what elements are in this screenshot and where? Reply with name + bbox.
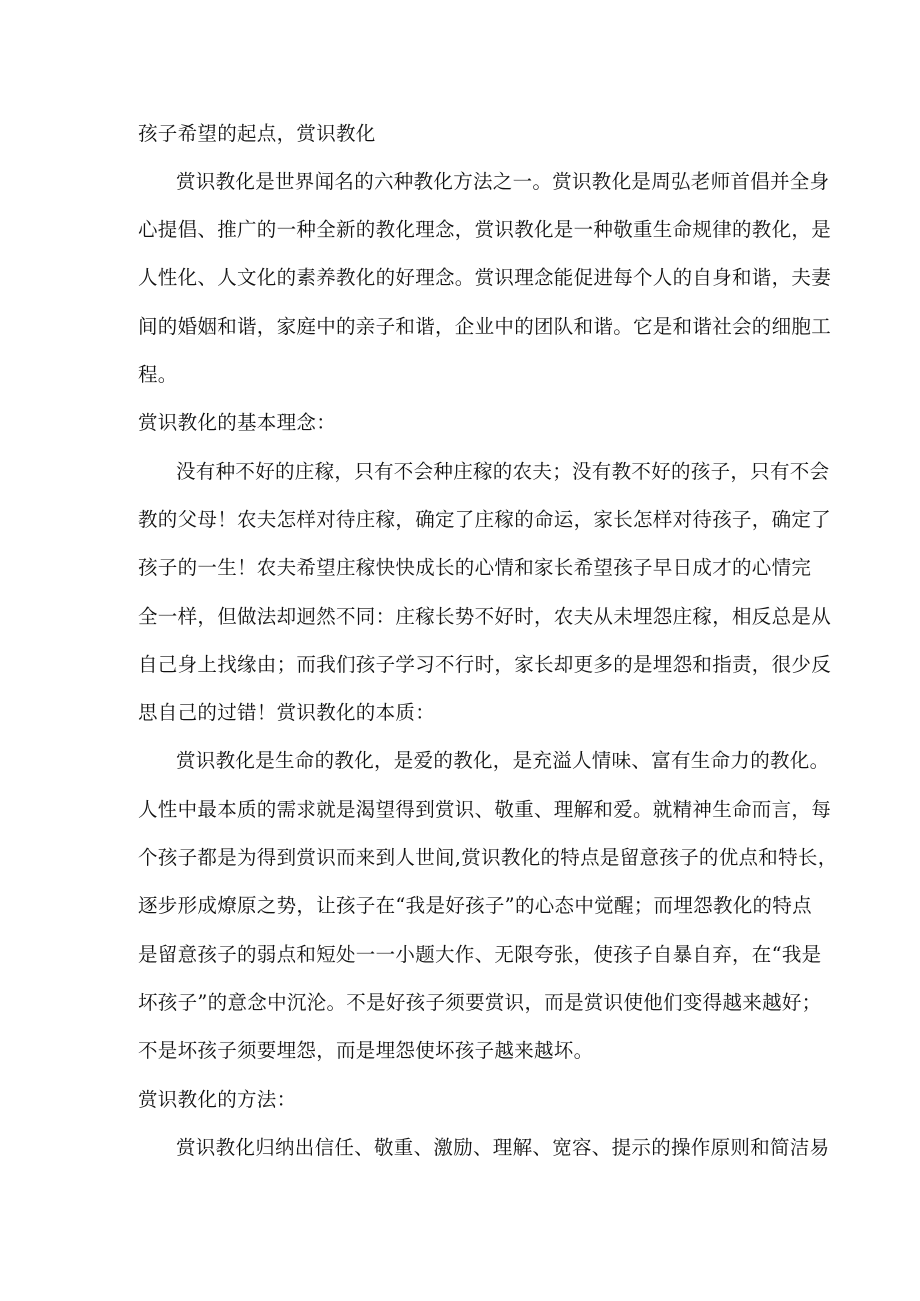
paragraph-line: 赏识教化是世界闻名的六种教化方法之一。赏识教化是周弘老师首倡并全身	[176, 170, 830, 193]
paragraph-line: 人性中最本质的需求就是渴望得到赏识、敬重、理解和爱。就精神生命而言，每	[138, 798, 832, 821]
section-heading: 赏识教化的方法：	[138, 1088, 297, 1111]
paragraph-line: 心提倡、推广的一种全新的教化理念，赏识教化是一种敬重生命规律的教化，是	[138, 218, 832, 241]
paragraph-line: 自己身上找缘由；而我们孩子学习不行时，家长却更多的是埋怨和指责，很少反	[138, 653, 832, 676]
paragraph-line: 赏识教化是生命的教化，是爱的教化，是充溢人情味、富有生命力的教化。	[176, 749, 830, 772]
paragraph-line: 思自己的过错！赏识教化的本质：	[138, 701, 436, 724]
paragraph-line: 全一样，但做法却迥然不同：庄稼长势不好时，农夫从未埋怨庄稼，相反总是从	[138, 605, 832, 628]
paragraph-line: 教的父母！农夫怎样对待庄稼，确定了庄稼的命运，家长怎样对待孩子，确定了	[138, 508, 832, 531]
paragraph-line: 个孩子都是为得到赏识而来到人世间,赏识教化的特点是留意孩子的优点和特长，	[138, 846, 838, 869]
paragraph-line: 是留意孩子的弱点和短处一一小题大作、无限夸张，使孩子自暴自弃，在“我是	[138, 943, 822, 966]
paragraph-line: 人性化、人文化的素养教化的好理念。赏识理念能促进每个人的自身和谐，夫妻	[138, 266, 832, 289]
paragraph-line: 不是坏孩子须要埋怨，而是埋怨使坏孩子越来越坏。	[138, 1039, 594, 1062]
paragraph-line: 赏识教化归纳出信任、敬重、激励、理解、宽容、提示的操作原则和简洁易	[176, 1136, 830, 1159]
document-title: 孩子希望的起点，赏识教化	[138, 122, 376, 145]
paragraph-line: 逐步形成燎原之势，让孩子在“我是好孩子”的心态中觉醒；而埋怨教化的特点	[138, 894, 812, 917]
paragraph-line: 间的婚姻和谐，家庭中的亲子和谐，企业中的团队和谐。它是和谐社会的细胞工	[138, 315, 832, 338]
paragraph-line: 坏孩子”的意念中沉沦。不是好孩子须要赏识，而是赏识使他们变得越来越好；	[138, 991, 822, 1014]
paragraph-line: 孩子的一生！农夫希望庄稼快快成长的心情和家长希望孩子早日成才的心情完	[138, 556, 812, 579]
paragraph-line: 程。	[138, 363, 178, 386]
section-heading: 赏识教化的基本理念：	[138, 411, 337, 434]
paragraph-line: 没有种不好的庄稼，只有不会种庄稼的农夫；没有教不好的孩子，只有不会	[176, 460, 830, 483]
